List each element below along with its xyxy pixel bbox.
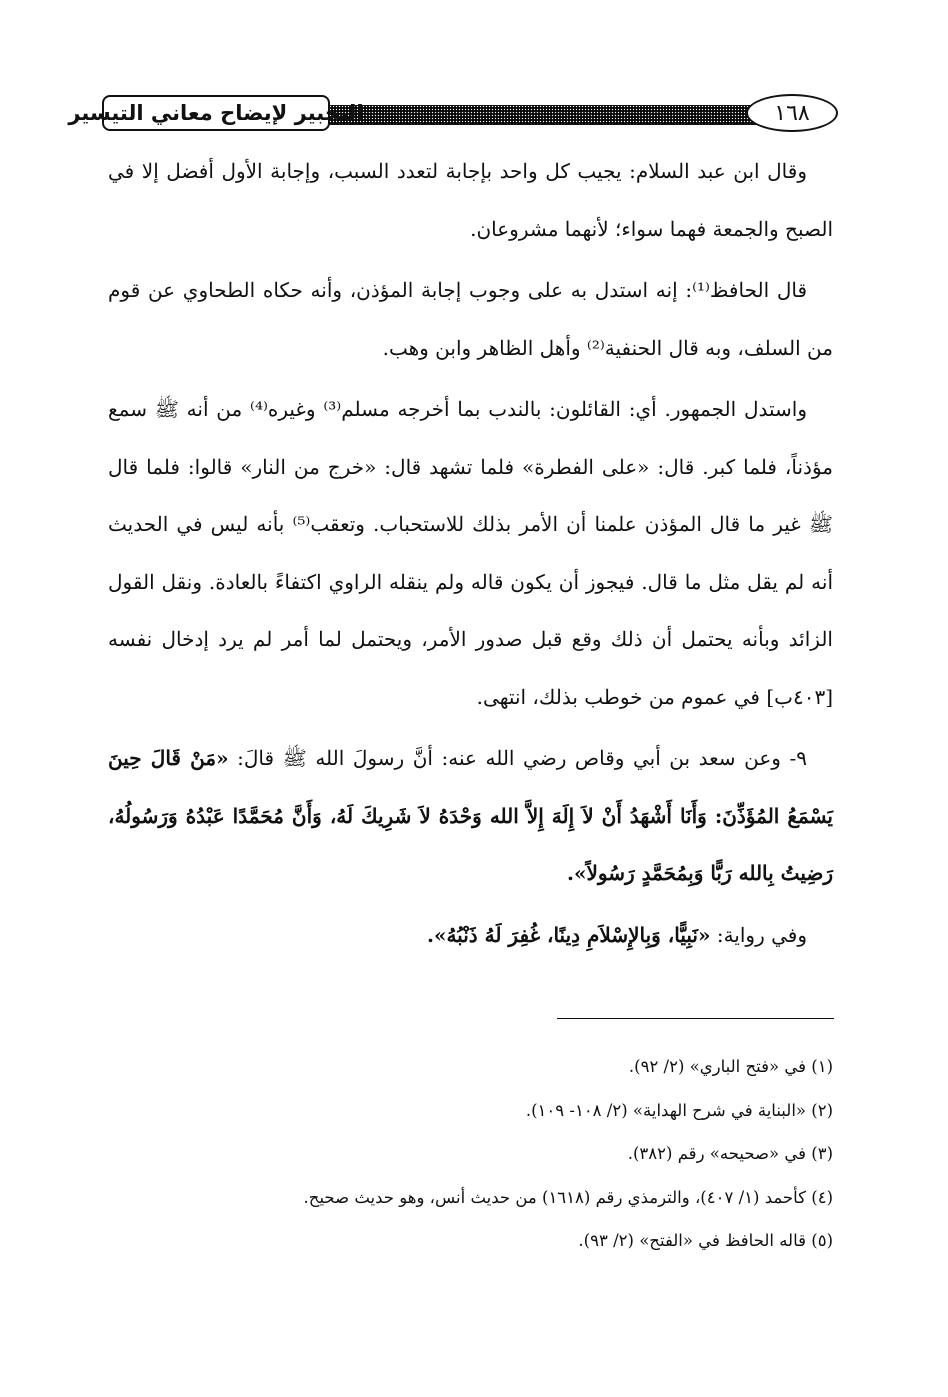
paragraph-2-text: قال الحافظ⁽¹⁾: إنه استدل به على وجوب إجابة المؤذن، وأنه حكاه الطحاوي عن قوم من السلف، وبه قال الحنفية⁽²⁾ وأهل الظاهر وابن وهب. xyxy=(108,278,833,360)
footnotes xyxy=(180,1045,833,1263)
paragraph-3-text: واستدل الجمهور. أي: القائلون: بالندب بما أخرجه مسلم⁽³⁾ وغيره⁽⁴⁾ من أنه ﷺ سمع مؤذناً، فلما كبر. قال: «على الفطرة» فلما تشهد قال: «خرج من النار» قالوا: فلما قال ﷺ غير ما قال المؤذن علمنا أن الأمر بذلك للاستحباب. وتعقب⁽⁵⁾ بأنه ليس في الحديث أنه لم يقل مثل ما قال. فيجوز أن يكون قاله ولم ينقله الراوي اكتفاءً بالعادة. ونقل القول الزائد وبأنه يحتمل أن ذلك وقع قبل صدور الأمر، ويحتمل لما أمر لم يرد إدخال نفسه [٤٠٣ب] في عموم من خوطب بذلك، انتهى. xyxy=(108,397,833,709)
footnote-1: (١) في «فتح الباري» (٢/ ٩٢). xyxy=(628,1057,833,1076)
paragraph-4 xyxy=(108,730,833,903)
paragraph-3 xyxy=(108,381,833,726)
footnote-2: (٢) «البناية في شرح الهداية» (٢/ ١٠٨- ١٠٩). xyxy=(525,1100,833,1120)
narration-text: «نَبِيًّا، وَبِالإِسْلاَمِ دِينًا، غُفِرَ لَهُ ذَنْبُهُ». xyxy=(427,922,711,947)
header-decorative-band xyxy=(322,105,802,125)
paragraph-1 xyxy=(108,143,833,258)
page-number: ١٦٨ xyxy=(774,100,810,126)
main-text xyxy=(108,143,833,964)
page-header xyxy=(68,93,838,137)
footnote-5: (٥) قاله الحافظ في «الفتح» (٢/ ٩٣). xyxy=(578,1231,833,1250)
book-title: التحبير لإيضاح معاني التيسير xyxy=(68,101,364,125)
paragraph-1-text: وقال ابن عبد السلام: يجيب كل واحد بإجابة لتعدد السبب، وإجابة الأول أفضل إلا في الصبح والجمعة فهما سواء؛ لأنهما مشروعان. xyxy=(108,159,833,241)
header-title-box xyxy=(68,95,364,131)
paragraph-5 xyxy=(108,907,833,965)
paragraph-2 xyxy=(108,262,833,377)
footnote-4: (٤) كأحمد (١/ ٤٠٧)، والترمذي رقم (١٦١٨) من حديث أنس، وهو حديث صحيح. xyxy=(303,1187,833,1207)
narration-intro: وفي رواية: xyxy=(710,922,807,947)
hadith-9-text: «مَنْ قَالَ حِينَ يَسْمَعُ المُؤَذِّنَ: وَأَنَا أَشْهَدُ أَنْ لاَ إِلَهَ إِلاَّ الله وَحْدَهُ لاَ شَرِيكَ لَهُ، وَأَنَّ مُحَمَّدًا عَبْدُهُ وَرَسُولُهُ، رَضِيتُ بِالله رَبًّا وَبِمُحَمَّدٍ رَسُولاً». xyxy=(108,746,833,885)
page-number-oval xyxy=(746,94,838,132)
hadith-9-intro: ٩- وعن سعد بن أبي وقاص رضي الله عنه: أنَّ رسولَ الله ﷺ قالَ: xyxy=(228,746,807,770)
footnote-3: (٣) في «صحيحه» رقم (٣٨٢). xyxy=(627,1144,833,1163)
footnote-separator xyxy=(557,1018,834,1019)
